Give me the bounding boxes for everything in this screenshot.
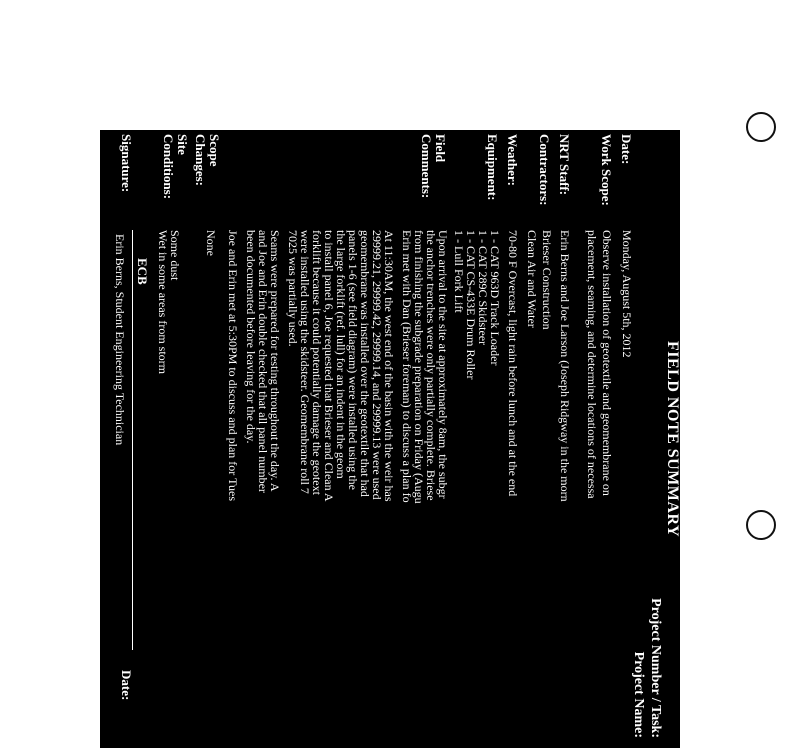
- date-value: Monday, August 5th, 2012: [620, 230, 634, 358]
- work-scope-line-2: placement, seaming, and determine locations of necessa: [585, 230, 599, 499]
- document-title: FIELD NOTE SUMMARY: [664, 341, 681, 537]
- comment-line-15: and Joe and Erin double checked that all panel number: [256, 230, 270, 493]
- comment-line-17: Joe and Erin met at 5:30PM to discuss and plan for Tues: [226, 230, 240, 501]
- field-comments-label-2: Comments:: [419, 134, 434, 199]
- equipment-3: 1 - CAT CS-433E Drum Roller: [464, 230, 478, 380]
- project-name-label: Project Name:: [631, 651, 646, 738]
- comment-line-14: Seams were prepared for testing throughout the day. A: [268, 230, 282, 492]
- site-conditions-line-1: Some dust: [168, 230, 182, 281]
- comment-line-9: the large forklift (ref. lull) for an indent in the geom: [334, 230, 348, 479]
- binder-hole-bottom: [746, 510, 776, 540]
- binder-hole-top: [746, 112, 776, 142]
- comment-line-16: been documented before leaving for the day.: [244, 230, 258, 444]
- field-comments-label-1: Field: [433, 134, 448, 163]
- equipment-1: 1 - CAT 963D Track Loader: [488, 230, 502, 366]
- site-conditions-line-2: Wet in some areas from storm: [156, 230, 170, 374]
- signature-name: Erin Berns, Student Engineering Technician: [113, 234, 127, 446]
- comment-line-8: panels 1-6 (see field diagram) were installed using the: [346, 230, 360, 490]
- project-header: [630, 598, 664, 738]
- signature-date-label: Date:: [119, 670, 134, 701]
- comment-line-2: the anchor trenches were only partially complete. Briese: [424, 230, 438, 501]
- comment-line-12: were installed using the skidsteer. Geomembrane roll 7: [298, 230, 312, 494]
- equipment-4: 1 - Lull Fork Lift: [452, 230, 466, 313]
- comment-line-5: At 11:30AM, the west end of the basin with the weir has: [382, 230, 396, 502]
- scope-changes-label-2: Changes:: [193, 134, 208, 187]
- comment-line-13: 7025 was partially used.: [286, 230, 300, 347]
- signature-line: [132, 230, 133, 650]
- site-conditions-label-2: Conditions:: [161, 134, 176, 200]
- project-number-label: Project Number / Task:: [648, 598, 663, 738]
- comment-line-4: Erin met with Dan (Brieser foreman) to discuss a plan fo: [400, 230, 414, 503]
- date-label: Date:: [619, 134, 634, 165]
- field-note-sheet: [100, 130, 680, 748]
- equipment-label: Equipment:: [485, 134, 500, 201]
- comment-line-7: geomembrane was installed over the geotextile that had: [358, 230, 372, 497]
- comment-line-10: to install panel 6, Joe requested that Brieser and Clean A: [322, 230, 336, 502]
- weather-value: 70-80 F Overcast, light rain before lunch and at the end: [506, 230, 520, 497]
- site-conditions-label-1: Site: [175, 134, 190, 155]
- signature-initials: ECB: [135, 258, 150, 285]
- work-scope-line-1: Observe installation of geotextile and geomembrane on: [600, 230, 614, 496]
- comment-line-6: 29999.21, 29999.42, 29999.14, and 29999.13 were used: [370, 230, 384, 500]
- scope-changes-label-1: Scope: [207, 134, 222, 167]
- weather-label: Weather:: [505, 134, 520, 186]
- equipment-2: 1 - CAT 289C Skidsteer: [476, 230, 490, 346]
- comment-line-3: from finishing the subgrade preparation on Friday (Augu: [412, 230, 426, 504]
- comment-line-1: Upon arrival to the site at approximately 8am, the subgr: [436, 230, 450, 499]
- comment-line-11: forklift because it could potentially damage the geotext: [310, 230, 324, 495]
- contractor-2: Clean Air and Water: [525, 230, 539, 328]
- work-scope-label: Work Scope:: [599, 134, 614, 206]
- scope-changes-value: None: [204, 230, 218, 256]
- signature-label: Signature:: [119, 134, 134, 193]
- contractors-label: Contractors:: [537, 134, 552, 206]
- contractor-1: Brieser Construction: [540, 230, 554, 330]
- nrt-staff-label: NRT Staff:: [557, 134, 572, 196]
- nrt-staff-value: Erin Berns and Joe Larson (Joseph Ridgway in the morn: [558, 230, 572, 502]
